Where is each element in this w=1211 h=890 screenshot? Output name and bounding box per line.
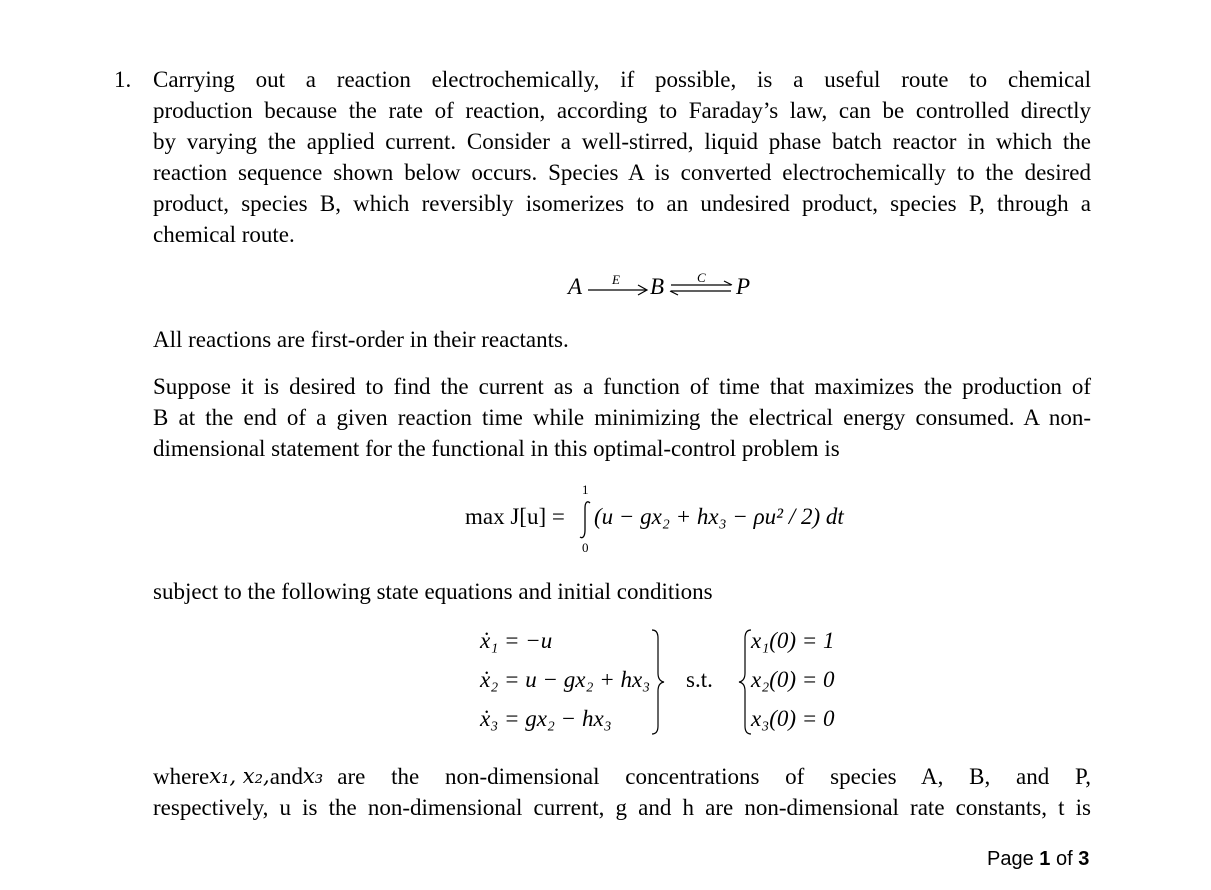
species-p: P <box>736 274 751 299</box>
question-number: 1. <box>114 67 132 92</box>
intro-line: reaction sequence shown below occurs. Species A is converted electrochemically to the desired <box>153 160 1091 185</box>
variable-x3: x₃ <box>302 764 324 788</box>
where-line-1 <box>153 761 1091 792</box>
state-eq-1: ẋ₁ = −u <box>480 628 553 653</box>
state-eq-3: ẋ₃ = gx₂ − hx₃ <box>480 706 612 731</box>
intro-line: production because the rate of reaction, according to Faraday’s law, can be controlled directly <box>153 98 1091 123</box>
functional-lhs: max J[u] = <box>465 504 565 529</box>
and-word: and <box>269 764 303 789</box>
subject-to-statement: subject to the following state equations and initial conditions <box>153 579 713 604</box>
intro-paragraph <box>153 64 1091 250</box>
page-current: 1 <box>1039 848 1051 870</box>
intro-line: by varying the applied current. Consider a well-stirred, liquid phase batch reactor in which the <box>153 129 1091 154</box>
intro-line: Carrying out a reaction electrochemically, if possible, is a useful route to chemical <box>153 67 1091 92</box>
integrand: (u − gx₂ + hx₃ − ρu² / 2) dt <box>594 504 844 529</box>
first-order-statement: All reactions are first-order in their reactants. <box>153 327 569 352</box>
where-line-2: respectively, u is the non-dimensional current, g and h are non-dimensional rate constants, t is <box>153 795 1091 820</box>
intro-line: chemical route. <box>153 222 295 247</box>
right-brace-icon <box>650 628 666 738</box>
species-b: B <box>650 274 665 299</box>
objective-paragraph <box>153 371 1091 464</box>
arrow1-label: E <box>612 272 620 287</box>
species-a: A <box>568 274 583 299</box>
st-label: s.t. <box>686 667 713 692</box>
of-word: of <box>1055 848 1073 870</box>
state-eq-2: ẋ₂ = u − gx₂ + hx₃ <box>480 667 651 692</box>
intro-line: product, species B, which reversibly isomerizes to an undesired product, species P, through a <box>153 191 1091 216</box>
integral-sign-icon <box>578 500 594 540</box>
initial-condition-1: x₁(0) = 1 <box>751 628 835 653</box>
where-word: where <box>153 764 210 789</box>
objective-line: Suppose it is desired to find the current as a function of time that maximizes the production of <box>153 374 1091 399</box>
variable-list: x₁, x₂, <box>209 764 270 788</box>
forward-arrow-icon <box>588 282 648 302</box>
page-footer <box>987 848 1089 871</box>
page-word: Page <box>987 848 1034 870</box>
objective-line: B at the end of a given reaction time while minimizing the electrical energy consumed. A non- <box>153 405 1091 430</box>
arrow2-label: C <box>697 270 706 285</box>
integral-lower-limit: 0 <box>582 540 589 555</box>
page-total: 3 <box>1078 848 1090 870</box>
initial-condition-3: x₃(0) = 0 <box>751 706 835 731</box>
equilibrium-arrows-icon <box>669 280 735 300</box>
integral-upper-limit: 1 <box>582 482 589 497</box>
initial-condition-2: x₂(0) = 0 <box>751 667 835 692</box>
objective-line: dimensional statement for the functional in this optimal-control problem is <box>153 436 840 461</box>
where-rest: are the non-dimensional concentrations of species A, B, and P, <box>337 764 1091 789</box>
